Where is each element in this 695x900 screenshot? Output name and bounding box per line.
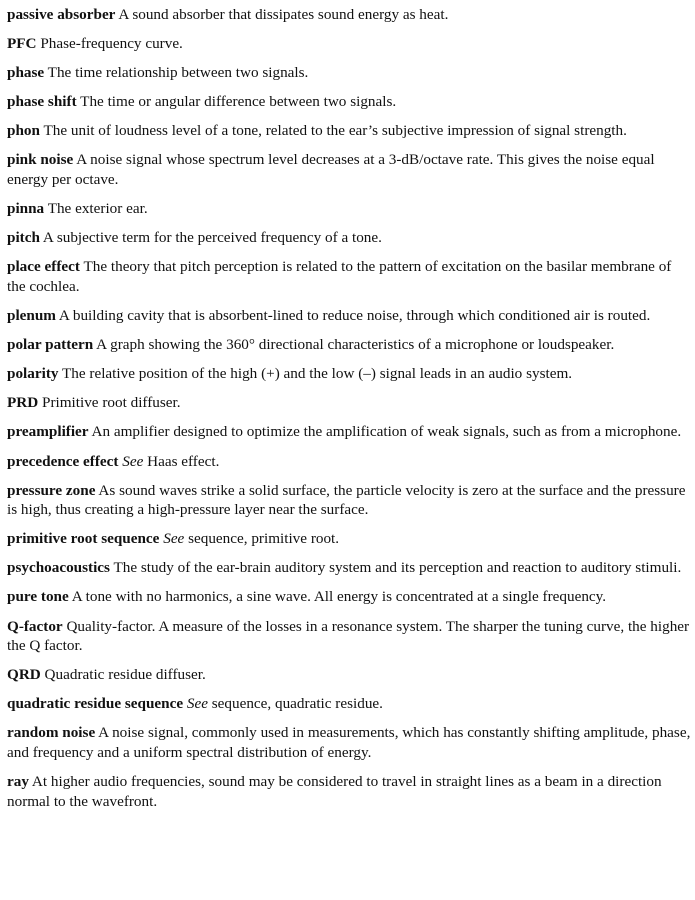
glossary-definition: A graph showing the 360° directional characteristics of a microphone or loudspeaker. [96,336,615,354]
glossary-term: quadratic residue sequence [7,695,184,713]
glossary-definition: A sound absorber that dissipates sound energy as heat. [118,6,449,23]
glossary-entry [7,452,693,472]
glossary-definition: A building cavity that is absorbent-lined to reduce noise, through which conditioned air is routed. [58,307,651,325]
glossary-entry [7,92,693,112]
glossary-entry [7,34,693,54]
glossary-definition: Primitive root diffuser. [42,394,181,412]
glossary-entry [7,617,693,656]
glossary-entry [7,306,693,326]
glossary-entry [7,694,693,714]
see-reference: See [122,452,144,470]
glossary-entry [7,335,693,355]
see-reference: See [186,695,208,713]
glossary-term: phon [7,122,40,140]
glossary-entry [7,558,693,578]
glossary-term: psychoacoustics [7,559,110,577]
glossary-term: pure tone [7,588,69,606]
glossary-entry [7,529,693,549]
glossary-term: primitive root sequence [7,530,160,548]
glossary-term: random noise [7,724,96,742]
glossary-definition: The study of the ear-brain auditory system and its perception and reaction to auditory stimuli. [113,559,682,577]
glossary-list [7,5,693,821]
glossary-term: phase shift [7,93,77,111]
glossary-term: preamplifier [7,423,89,441]
glossary-term: PFC [7,35,37,53]
glossary-term: pitch [7,229,40,247]
glossary-definition: A noise signal whose spectrum level decreases at a 3-dB/octave rate. This gives the noise equal energy per octave. [7,151,655,189]
glossary-definition: The relative position of the high (+) and the low (–) signal leads in an audio system. [62,365,573,383]
glossary-entry [7,121,693,141]
glossary-definition: Quadratic residue diffuser. [44,666,206,684]
glossary-definition: Phase-frequency curve. [40,35,183,53]
glossary-term: polarity [7,365,59,383]
glossary-definition: At higher audio frequencies, sound may be considered to travel in straight lines as a beam in a direction normal to the wavefront. [7,773,662,810]
glossary-term: ray [7,773,29,791]
glossary-definition: The time or angular difference between two signals. [80,93,397,111]
glossary-definition: The exterior ear. [47,200,148,218]
glossary-term: passive absorber [7,6,116,23]
glossary-term: pressure zone [7,481,96,499]
glossary-term: polar pattern [7,336,94,354]
glossary-entry [7,723,693,762]
glossary-entry [7,393,693,413]
glossary-entry [7,150,693,189]
glossary-definition: sequence, quadratic residue. [211,695,383,713]
glossary-entry [7,257,693,296]
glossary-entry [7,481,693,520]
glossary-definition: As sound waves strike a solid surface, the particle velocity is zero at the surface and the pressure is high, thus creating a high-pressure layer near the surface. [7,481,686,519]
glossary-entry [7,587,693,607]
glossary-definition: sequence, primitive root. [188,530,340,548]
glossary-term: plenum [7,307,56,325]
glossary-term: phase [7,64,45,82]
glossary-entry [7,63,693,83]
glossary-term: pink noise [7,151,74,169]
glossary-term: precedence effect [7,452,119,470]
glossary-entry [7,772,693,811]
glossary-definition: The theory that pitch perception is related to the pattern of excitation on the basilar membrane of the cochlea. [7,258,672,295]
glossary-term: pinna [7,200,45,218]
glossary-definition: A tone with no harmonics, a sine wave. All energy is concentrated at a single frequency. [71,588,607,606]
glossary-term: PRD [7,394,39,412]
glossary-definition: Quality-factor. A measure of the losses in a resonance system. The sharper the tuning curve, the higher the Q factor. [7,617,690,655]
glossary-definition: An amplifier designed to optimize the amplification of weak signals, such as from a microphone. [91,423,682,441]
glossary-term: Q-factor [7,617,63,635]
glossary-entry [7,228,693,248]
see-reference: See [163,530,185,548]
glossary-definition: Haas effect. [147,452,220,470]
glossary-term: QRD [7,666,41,684]
glossary-entry [7,199,693,219]
glossary-definition: A subjective term for the perceived frequency of a tone. [42,229,382,247]
glossary-term: place effect [7,258,80,276]
glossary-definition: The time relationship between two signals. [47,64,309,82]
glossary-entry [7,665,693,685]
glossary-entry [7,364,693,384]
glossary-definition: A noise signal, commonly used in measurements, which has constantly shifting amplitude, phase, and frequency and a uniform spectral distribution of energy. [7,724,691,762]
glossary-definition: The unit of loudness level of a tone, related to the ear’s subjective impression of signal strength. [43,122,627,140]
glossary-entry [7,5,693,25]
glossary-entry [7,422,693,442]
